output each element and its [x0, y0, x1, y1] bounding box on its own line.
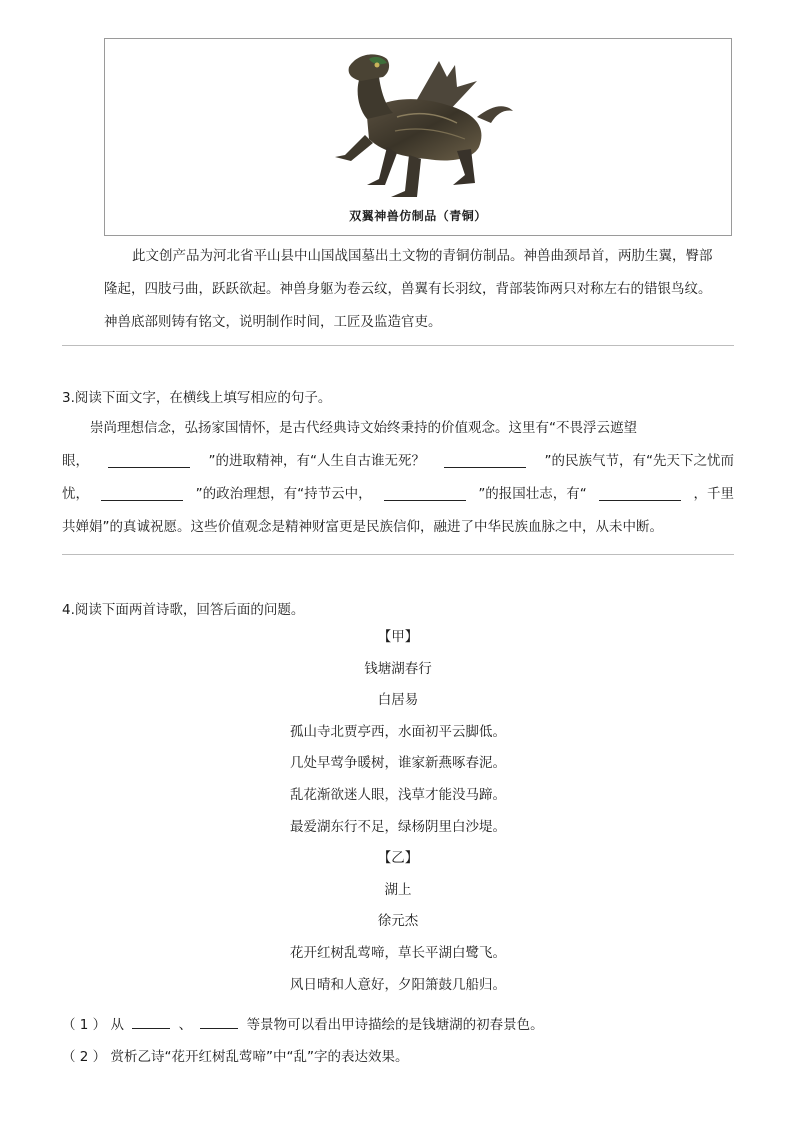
poem-a-line: 乱花渐欲迷人眼，浅草才能没马蹄。: [290, 786, 506, 803]
poem-a-line: 几处早莺争暖树，谁家新燕啄春泥。: [290, 755, 506, 772]
q3-text: ”的报国壮志，有“: [478, 486, 587, 502]
question-3-body: [62, 412, 734, 544]
sub-question-2: [62, 1045, 408, 1065]
answer-blank[interactable]: [108, 455, 190, 468]
q3-line: [62, 445, 734, 478]
poem-b-line: 花开红树乱莺啼，草长平湖白鹭飞。: [290, 944, 506, 961]
answer-blank[interactable]: [384, 488, 466, 501]
poem-a-author: 白居易: [377, 692, 419, 709]
bronze-beast-image: [327, 47, 517, 197]
q3-text: ”的进取精神，有“人生自古谁无死？: [208, 453, 425, 469]
description-line: 神兽底部则铸有铭文，说明制作时间，工匠及监造官吏。: [104, 314, 442, 330]
poem-b-author: 徐元杰: [377, 913, 419, 930]
q3-text: 眼，: [62, 453, 89, 469]
question-4-title: 4.阅读下面两首诗歌，回答后面的问题。: [62, 602, 305, 618]
section-divider: [62, 554, 734, 555]
figure-description: [104, 240, 732, 339]
sub-question-text: 等景物可以看出甲诗描绘的是钱塘湖的初春景色。: [246, 1017, 544, 1033]
sub-question-text: 、: [178, 1017, 193, 1033]
answer-blank[interactable]: [200, 1016, 238, 1029]
q3-line: 崇尚理想信念，弘扬家国情怀，是古代经典诗文始终秉持的价值观念。这里有“不畏浮云遮望: [90, 420, 637, 436]
poem-a-line: 最爱湖东行不足，绿杨阴里白沙堤。: [290, 818, 506, 835]
question-3-title: 3.阅读下面文字，在横线上填写相应的句子。: [62, 390, 332, 406]
sub-question-1: [62, 1013, 544, 1033]
sub-question-text: 从: [110, 1017, 124, 1033]
poem-a-title: 钱塘湖春行: [364, 660, 432, 677]
sub-question-text: 赏析乙诗“花开红树乱莺啼”中“乱”字的表达效果。: [110, 1049, 409, 1065]
q3-text: ”的民族气节，有“先天下之忧而: [544, 453, 734, 469]
sub-question-number: （ 2 ）: [62, 1049, 107, 1065]
q3-line: [62, 478, 734, 511]
answer-blank[interactable]: [132, 1016, 170, 1029]
poem-b-line: 风日晴和人意好，夕阳箫鼓几船归。: [290, 976, 506, 993]
figure-frame: [104, 38, 732, 236]
q3-text: ”的政治理想，有“持节云中，: [195, 486, 372, 502]
q3-text: 忧，: [62, 486, 89, 502]
poem-b-label: 【乙】: [377, 850, 419, 867]
q3-line: 共婵娟”的真诚祝愿。这些价值观念是精神财富更是民族信仰，融进了中华民族血脉之中，从未中断。: [62, 519, 663, 535]
poem-a-label: 【甲】: [377, 629, 419, 645]
poem-a-line: 孤山寺北贾亭西，水面初平云脚低。: [290, 723, 506, 740]
answer-blank[interactable]: [444, 455, 526, 468]
poem-b-title: 湖上: [384, 881, 412, 898]
sub-question-number: （ 1 ）: [62, 1017, 107, 1033]
description-line: 此文创产品为河北省平山县中山国战国墓出土文物的青铜仿制品。神兽曲颈昂首，两肋生翼，臀部: [132, 248, 713, 264]
figure-caption: 双翼神兽仿制品（青铜）: [349, 209, 487, 223]
answer-blank[interactable]: [599, 488, 681, 501]
answer-blank[interactable]: [101, 488, 183, 501]
description-line: 隆起，四肢弓曲，跃跃欲起。神兽身躯为卷云纹，兽翼有长羽纹，背部装饰两只对称左右的错银鸟纹。: [104, 281, 712, 297]
q3-text: ，千里: [693, 486, 734, 502]
poem-list: [62, 622, 734, 1001]
section-divider: [62, 345, 734, 346]
